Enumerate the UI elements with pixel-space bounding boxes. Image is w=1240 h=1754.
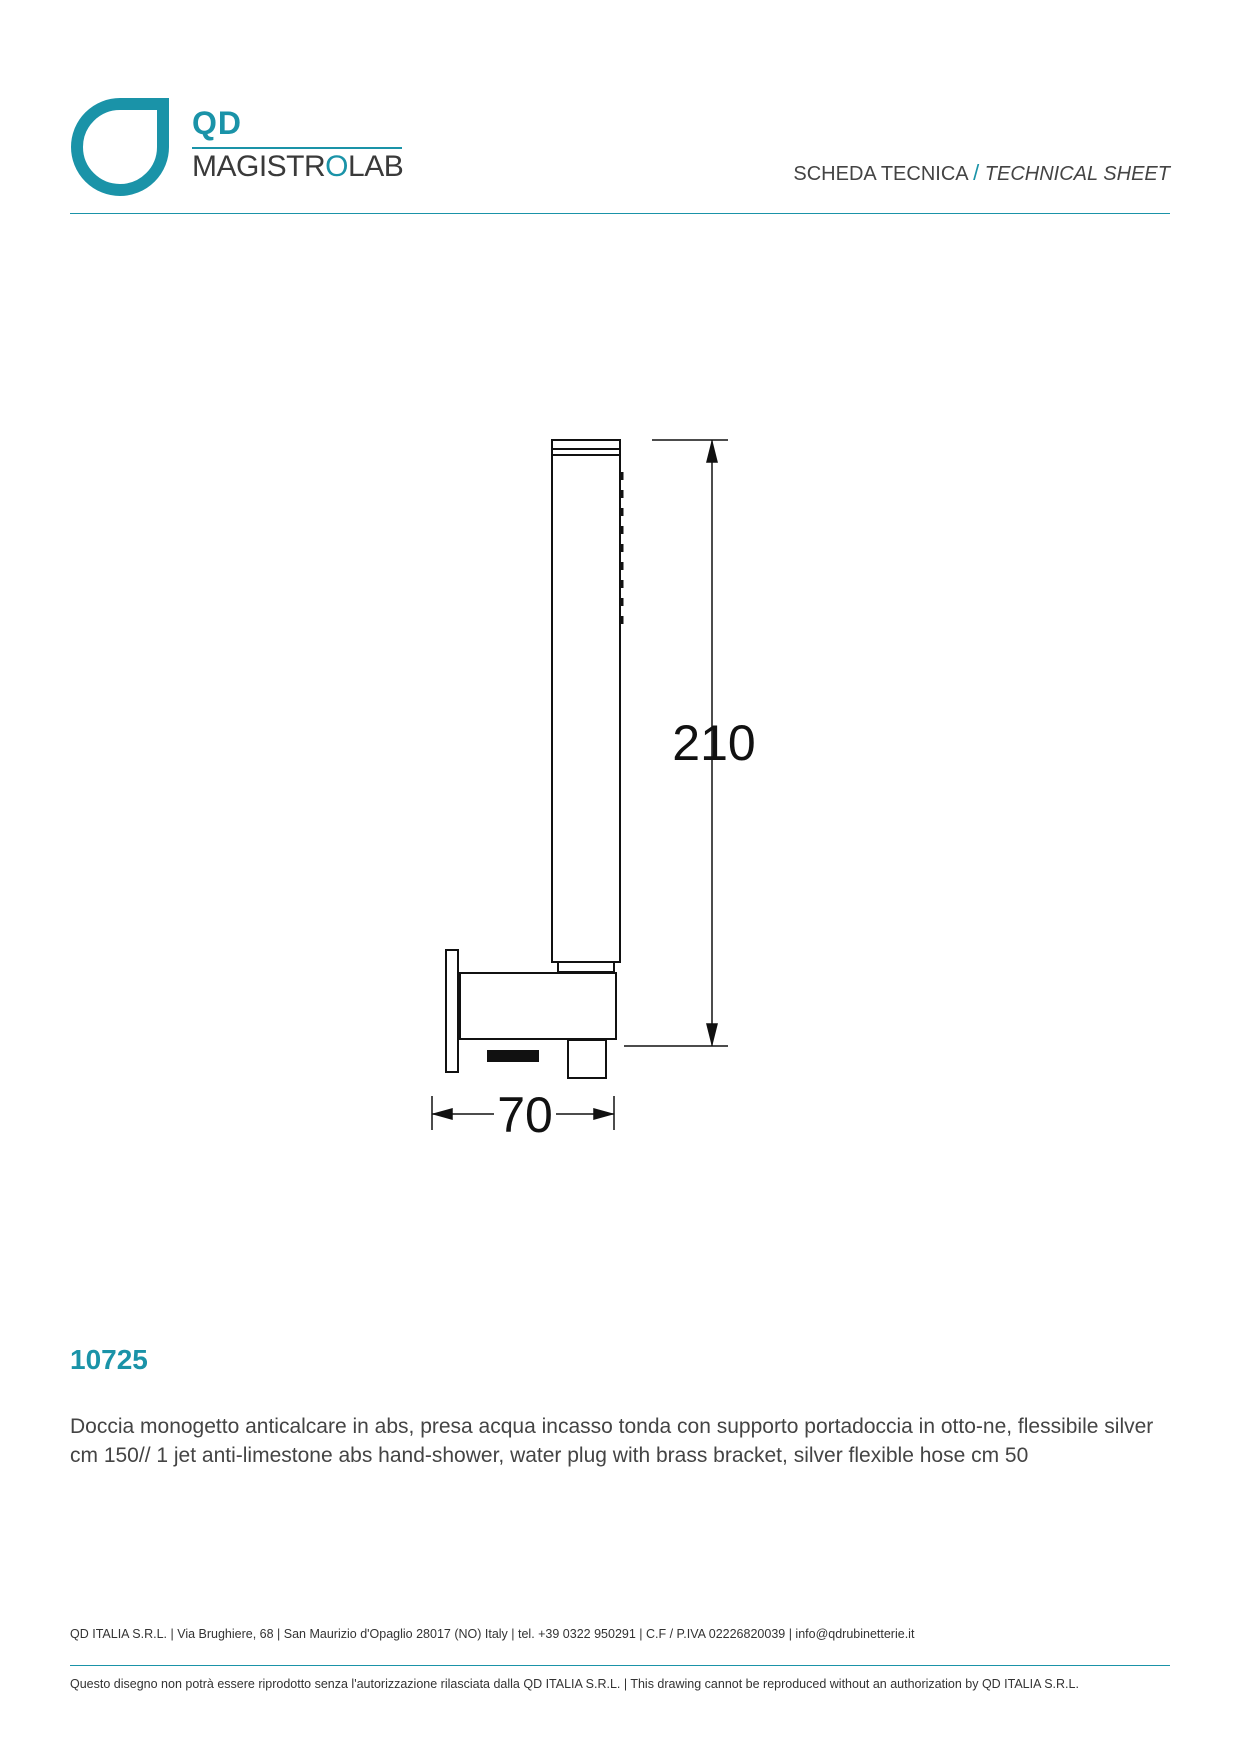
dimension-height: 210: [672, 715, 756, 771]
footer-copyright-note: Questo disegno non potrà essere riprodotto senza l'autorizzazione rilasciata dalla QD ITALIA S.R.L. | This drawing cannot be reproduced without an authorization by QD ITALIA S.R.L.: [70, 1677, 1079, 1691]
footer-company-address: QD ITALIA S.R.L. | Via Brughiere, 68 | San Maurizio d'Opaglio 28017 (NO) Italy | tel. +39 0322 950291 | C.F / P.IVA 02226820039 | info@qdrubinetterie.it: [70, 1627, 915, 1641]
brand-qd-text: QD: [192, 105, 242, 141]
brand-name-prefix: MAGISTR: [192, 150, 326, 183]
handshower-head-cap: [552, 440, 620, 449]
brand-name-suffix: LAB: [348, 150, 404, 183]
product-description: Doccia monogetto anticalcare in abs, presa acqua incasso tonda con supporto portadoccia in otto-ne, flessibile silver cm 150// 1 jet anti-limestone abs hand-shower, water plug with brass bracket, silver flexible hose cm 50: [70, 1415, 1154, 1467]
dimension-width: 70: [497, 1087, 553, 1143]
hose-outlet: [568, 1040, 606, 1078]
wall-plate: [446, 950, 458, 1072]
product-code: 10725: [70, 1344, 148, 1375]
footer-divider: [70, 1665, 1170, 1666]
brand-name-o: O: [325, 150, 349, 183]
water-plug-thread: [487, 1050, 539, 1062]
handshower-body: [552, 440, 620, 962]
sheet-title-separator: /: [973, 160, 980, 185]
sheet-title-english: TECHNICAL SHEET: [984, 163, 1170, 185]
sheet-title-italian: SCHEDA TECNICA: [793, 163, 968, 185]
handshower-collar: [558, 962, 614, 972]
bracket-body: [460, 973, 616, 1039]
